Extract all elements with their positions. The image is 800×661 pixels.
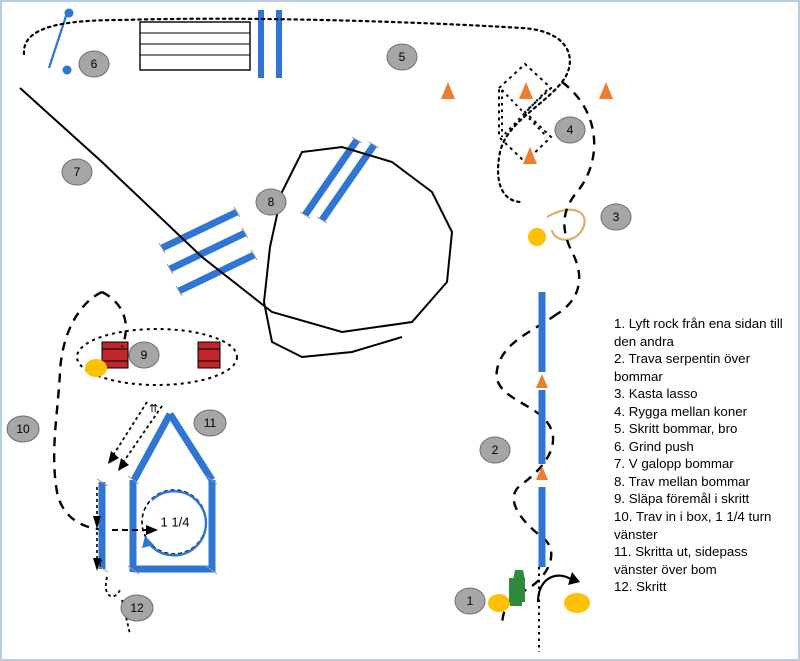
bridge-obstacle [140, 22, 250, 70]
turn-label: 1 1/4 [160, 514, 190, 530]
lasso-ball [528, 228, 546, 246]
badge-2[interactable] [480, 437, 510, 463]
cones-backing [441, 82, 613, 164]
badge-12-label: 12 [130, 601, 144, 616]
badge-8-label: 8 [267, 195, 275, 210]
badge-10-label: 10 [16, 422, 30, 437]
svg-text:⇈: ⇈ [94, 558, 104, 570]
start-marker [488, 567, 590, 652]
gallop-path-black [20, 88, 452, 357]
legend-item: 5. Skritt bommar, bro [614, 421, 738, 437]
legend-item: 2. Trava serpentin över bommar [614, 351, 750, 384]
legend-item: 10. Trav in i box, 1 1/4 turn vänster [614, 509, 772, 542]
box-obstacle [97, 414, 217, 574]
badge-7[interactable] [62, 159, 92, 185]
badge-3-label: 3 [612, 210, 620, 225]
legend-item: 3. Kasta lasso [614, 386, 698, 402]
legend-item: 4. Rygga mellan koner [614, 403, 748, 419]
badge-12[interactable] [121, 595, 153, 621]
badge-4[interactable] [555, 117, 585, 143]
gallop-poles-left [159, 207, 257, 296]
badge-9[interactable] [129, 342, 159, 368]
badge-11[interactable] [194, 410, 226, 436]
svg-text:⇈: ⇈ [149, 403, 159, 415]
badge-9-label: 9 [140, 348, 148, 363]
badge-10[interactable] [7, 416, 39, 442]
badge-8[interactable] [256, 189, 286, 215]
badge-4-label: 4 [566, 123, 574, 138]
dashed-path-right-upper [557, 82, 594, 314]
legend-item: 9. Släpa föremål i skritt [614, 491, 750, 507]
legend-item: 8. Trav mellan bommar [614, 473, 750, 489]
dashed-path-to-drag [102, 292, 126, 347]
badge-5[interactable] [387, 44, 417, 70]
legend-item: 6. Grind push [614, 438, 694, 454]
badge-2-label: 2 [491, 443, 499, 458]
badge-1-label: 1 [466, 594, 474, 609]
badge-1[interactable] [455, 588, 485, 614]
dotted-path-top [24, 19, 570, 202]
legend-item: 11. Skritta ut, sidepass vänster över bom [614, 544, 748, 577]
badge-11-label: 11 [203, 416, 217, 431]
badge-5-label: 5 [398, 50, 406, 65]
legend-item: 7. V galopp bommar [614, 456, 734, 472]
legend-item: 1. Lyft rock från ena sidan till den andra [614, 316, 783, 349]
legend-item: 12. Skritt [614, 579, 667, 595]
backing-diamond [499, 64, 551, 162]
gate-obstacle [49, 9, 74, 75]
badge-3[interactable] [601, 204, 631, 230]
badge-6-label: 6 [90, 57, 98, 72]
badge-6[interactable] [79, 51, 109, 77]
badge-7-label: 7 [73, 165, 81, 180]
legend-list [614, 315, 794, 596]
